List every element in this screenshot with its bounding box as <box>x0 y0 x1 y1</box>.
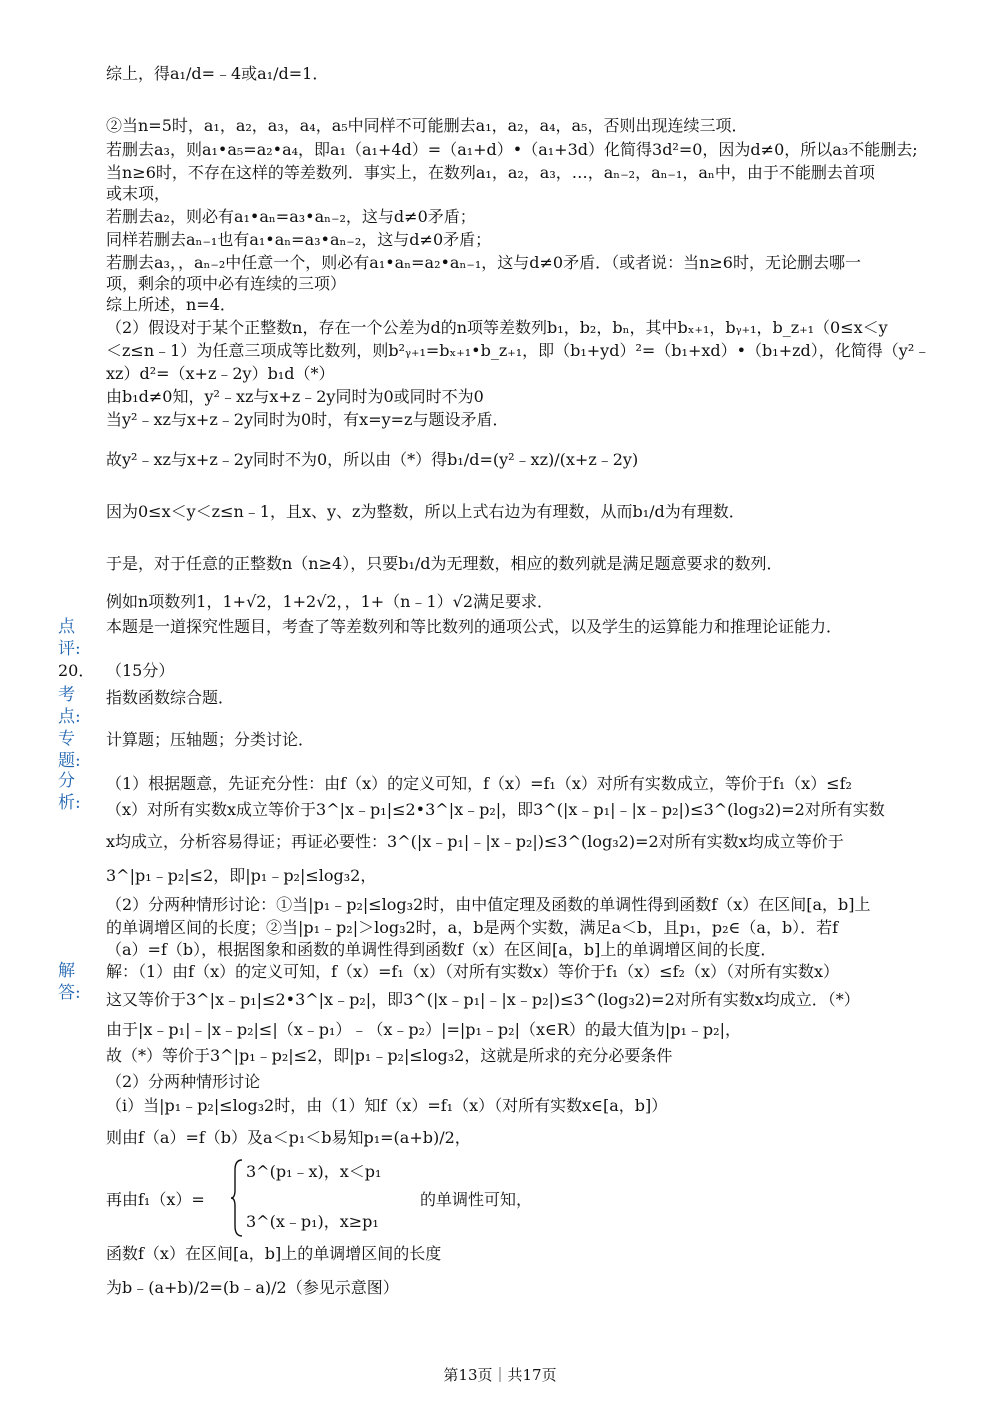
fenxi-line: x均成立，分析容易得证；再证必要性：3^(|x﹣p₁|﹣|x﹣p₂|)≤3^(log₃2)=2对所有实数x均成立等价于 <box>106 832 844 851</box>
jieda-line: 这又等价于3^|x﹣p₁|≤2•3^|x﹣p₂|，即3^(|x﹣p₁|﹣|x﹣p₂|)≤3^(log₃2)=2对所有实数x均成立．（*） <box>106 990 860 1009</box>
text-line: ②当n=5时，a₁，a₂，a₃，a₄，a₅中同样不可能删去a₁，a₂，a₄，a₅，否则出现连续三项． <box>106 116 748 135</box>
question-number: 20． <box>58 661 95 680</box>
label-text: 析: <box>58 793 81 813</box>
label-zhuanti <box>58 728 94 772</box>
piecewise-tail: 的单调性可知， <box>420 1190 533 1209</box>
text-line: ＜z≤n﹣1）为任意三项成等比数列，则b²ᵧ₊₁=bₓ₊₁•b_z₊₁，即（b₁+yd）²=（b₁+xd）•（b₁+zd），化简得（y²﹣ <box>106 341 931 360</box>
piecewise-lead: 再由f₁（x）= <box>106 1190 205 1209</box>
dianping-text: 本题是一道探究性题目，考查了等差数列和等比数列的通项公式，以及学生的运算能力和推理论证能力． <box>106 617 843 636</box>
label-text: 考 <box>58 685 75 705</box>
zhuanti-text: 计算题；压轴题；分类讨论． <box>106 730 315 749</box>
label-text: 题: <box>58 751 81 771</box>
fenxi-line: 的单调增区间的长度；②当|p₁﹣p₂|＞log₃2时，a，b是两个实数，满足a＜b，且p₁，p₂∈（a，b）．若f <box>106 918 839 937</box>
piecewise-brace <box>230 1158 244 1238</box>
fenxi-line: （2）分两种情形讨论：①当|p₁﹣p₂|≤log₃2时，由中值定理及函数的单调性得到函数f（x）在区间[a，b]上 <box>106 895 871 914</box>
label-jieda <box>58 960 94 1004</box>
label-text: 分 <box>58 771 75 791</box>
text-line: 综上所述，n=4． <box>106 295 236 314</box>
text-line: 当n≥6时，不存在这样的等差数列．事实上，在数列a₁，a₂，a₃，…，aₙ₋₂，aₙ₋₁，aₙ中，由于不能删去首项 <box>106 163 875 182</box>
text-line: 由b₁d≠0知，y²﹣xz与x+z﹣2y同时为0或同时不为0 <box>106 387 484 406</box>
text-line: 当y²﹣xz与x+z﹣2y同时为0时，有x=y=z与题设矛盾． <box>106 410 509 429</box>
label-text: 答: <box>58 983 81 1003</box>
jieda-line: 则由f（a）=f（b）及a＜p₁＜b易知p₁=(a+b)/2， <box>106 1128 471 1147</box>
jieda-line: （2）分两种情形讨论 <box>106 1072 261 1091</box>
jieda-line: 故（*）等价于3^|p₁﹣p₂|≤2，即|p₁﹣p₂|≤log₃2，这就是所求的充分必要条件 <box>106 1046 673 1065</box>
fenxi-line: 3^|p₁﹣p₂|≤2，即|p₁﹣p₂|≤log₃2， <box>106 866 377 885</box>
question-score: （15分） <box>106 661 175 680</box>
kaodian-text: 指数函数综合题． <box>106 688 235 707</box>
label-fenxi <box>58 770 94 814</box>
label-text: 专 <box>58 729 75 749</box>
piecewise-case-2: 3^(x﹣p₁)，x≥p₁ <box>246 1212 379 1231</box>
page-footer: 第13页｜共17页 <box>443 1366 557 1384</box>
fenxi-line: （a）=f（b），根据图象和函数的单调性得到函数f（x）在区间[a，b]上的单调增区间的长度． <box>106 940 777 959</box>
text-line: 于是，对于任意的正整数n（n≥4），只要b₁/d为无理数，相应的数列就是满足题意要求的数列． <box>106 554 783 573</box>
jieda-line: 由于|x﹣p₁|﹣|x﹣p₂|≤|（x﹣p₁）﹣（x﹣p₂）|=|p₁﹣p₂|（x∈R）的最大值为|p₁﹣p₂|， <box>106 1020 741 1039</box>
text-line: 若删去a₂，则必有a₁•aₙ=a₃•aₙ₋₂，这与d≠0矛盾； <box>106 207 476 226</box>
text-line: xz）d²=（x+z﹣2y）b₁d（*） <box>106 364 335 383</box>
label-text: 解 <box>58 961 75 981</box>
label-text: 点 <box>58 617 75 637</box>
jieda-line: 函数f（x）在区间[a，b]上的单调增区间的长度 <box>106 1244 442 1263</box>
text-line: 例如n项数列1，1+√2，1+2√2，，1+（n﹣1）√2满足要求． <box>106 592 554 611</box>
label-text: 点: <box>58 707 81 727</box>
text-line: 综上，得a₁/d=﹣4或a₁/d=1． <box>106 64 329 83</box>
label-dianping <box>58 616 94 660</box>
text-line: 因为0≤x＜y＜z≤n﹣1，且x、y、z为整数，所以上式右边为有理数，从而b₁/d为有理数． <box>106 502 745 521</box>
text-line: （2）假设对于某个正整数n，存在一个公差为d的n项等差数列b₁，b₂，bₙ，其中bₓ₊₁，bᵧ₊₁，b_z₊₁（0≤x＜y <box>106 318 888 337</box>
fenxi-line: （x）对所有实数x成立等价于3^|x﹣p₁|≤2•3^|x﹣p₂|，即3^(|x﹣p₁|﹣|x﹣p₂|)≤3^(log₃2)=2对所有实数 <box>106 800 885 819</box>
text-line: 项，剩余的项中必有连续的三项） <box>106 274 347 293</box>
jieda-line: （i）当|p₁﹣p₂|≤log₃2时，由（1）知f（x）=f₁（x）（对所有实数x∈[a，b]） <box>106 1096 668 1115</box>
jieda-line: 为b﹣(a+b)/2=(b﹣a)/2（参见示意图） <box>106 1278 399 1297</box>
text-line: 若删去a₃，，aₙ₋₂中任意一个，则必有a₁•aₙ=a₂•aₙ₋₁，这与d≠0矛盾．（或者说：当n≥6时，无论删去哪一 <box>106 253 861 272</box>
label-kaodian <box>58 684 94 728</box>
text-line: 同样若删去aₙ₋₁也有a₁•aₙ=a₃•aₙ₋₂，这与d≠0矛盾； <box>106 230 492 249</box>
text-line: 或末项， <box>106 184 171 203</box>
text-line: 故y²﹣xz与x+z﹣2y同时不为0，所以由（*）得b₁/d=(y²﹣xz)/(x+z﹣2y) <box>106 450 639 469</box>
jieda-line: 解：（1）由f（x）的定义可知，f（x）=f₁（x）（对所有实数x）等价于f₁（x）≤f₂（x）（对所有实数x） <box>106 962 840 981</box>
fenxi-line: （1）根据题意，先证充分性：由f（x）的定义可知，f（x）=f₁（x）对所有实数成立，等价于f₁（x）≤f₂ <box>106 774 852 793</box>
label-text: 评: <box>58 639 81 659</box>
piecewise-case-1: 3^(p₁﹣x)，x＜p₁ <box>246 1162 382 1181</box>
text-line: 若删去a₃，则a₁•a₅=a₂•a₄，即a₁（a₁+4d）=（a₁+d）•（a₁+3d）化简得3d²=0，因为d≠0，所以a₃不能删去; <box>106 140 918 159</box>
